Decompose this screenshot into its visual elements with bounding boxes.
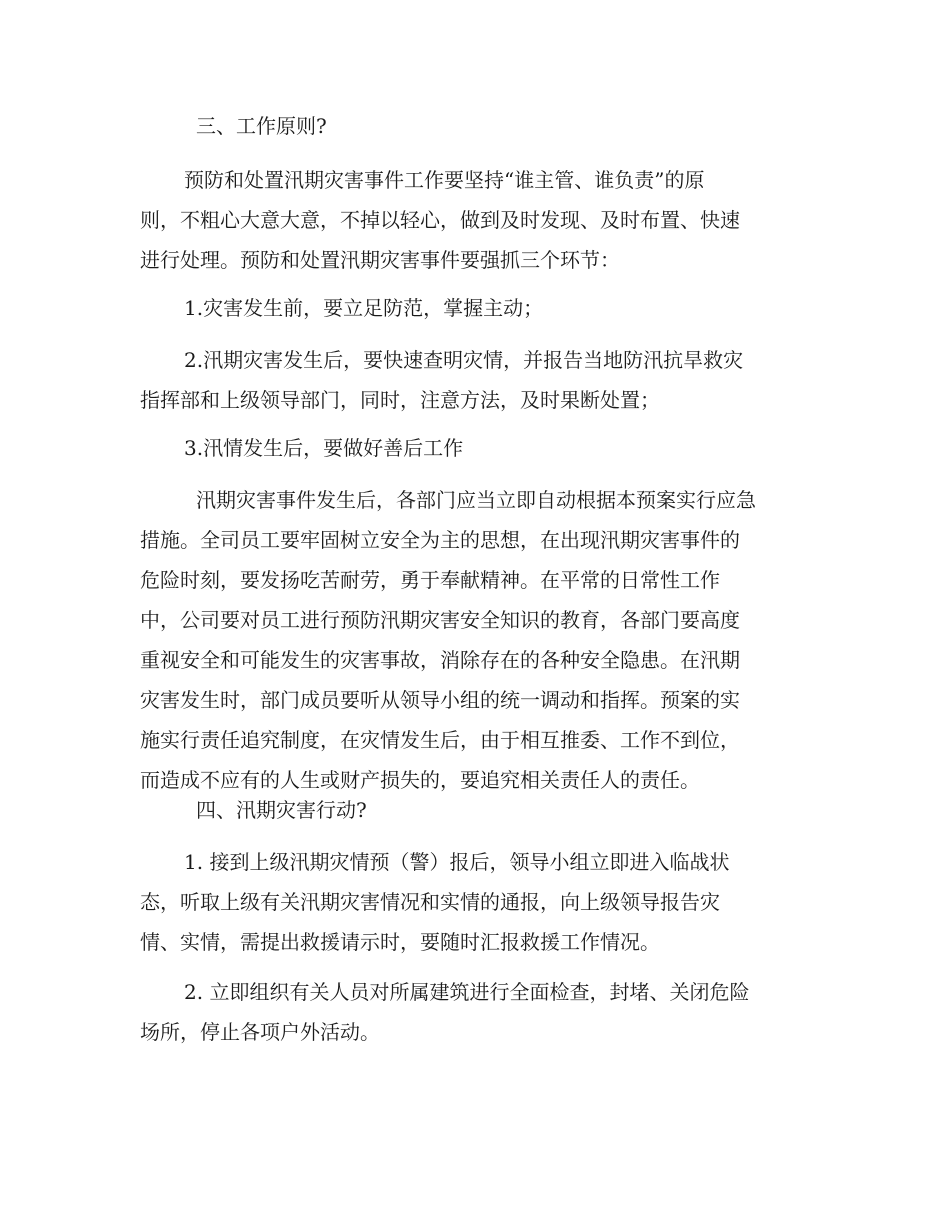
list-item-2 — [140, 340, 820, 420]
section-3-heading — [140, 106, 820, 146]
paragraph-line: 进行处理。预防和处置汛期灾害事件要强抓三个环节： — [140, 248, 620, 272]
paragraph-line: 中，公司要对员工进行预防汛期灾害安全知识的教育，各部门要高度 — [140, 608, 740, 632]
paragraph-line: 情、实情，需提出救援请示时，要随时汇报救援工作情况。 — [140, 930, 660, 954]
paragraph-line: 施实行责任追究制度，在灾情发生后，由于相互推委、工作不到位， — [140, 728, 740, 752]
list-item-3 — [140, 428, 820, 468]
paragraph-line: 措施。全司员工要牢固树立安全为主的思想，在出现汛期灾害事件的 — [140, 528, 740, 552]
paragraph-line: 2. 立即组织有关人员对所属建筑进行全面检查，封堵、关闭危险 — [184, 980, 750, 1004]
heading-text: 三、工作原则? — [196, 114, 327, 138]
paragraph-line: 而造成不应有的人生或财产损失的，要追究相关责任人的责任。 — [140, 768, 700, 792]
paragraph-line: 指挥部和上级领导部门，同时，注意方法，及时果断处置； — [140, 388, 660, 412]
section-4-heading — [140, 790, 820, 830]
paragraph-line: 则，不粗心大意大意，不掉以轻心，做到及时发现、及时布置、快速 — [140, 208, 740, 232]
paragraph-line: 1.灾害发生前，要立足防范，掌握主动； — [184, 296, 544, 320]
paragraph-line: 汛期灾害事件发生后，各部门应当立即自动根据本预案实行应急 — [196, 488, 756, 512]
paragraph-principle — [140, 160, 820, 280]
action-item-2 — [140, 972, 820, 1052]
paragraph-line: 场所，停止各项户外活动。 — [140, 1020, 380, 1044]
paragraph-response — [140, 480, 820, 800]
paragraph-line: 预防和处置汛期灾害事件工作要坚持“谁主管、谁负责”的原 — [184, 168, 705, 192]
list-item-1 — [140, 288, 820, 328]
paragraph-line: 危险时刻，要发扬吃苦耐劳，勇于奉献精神。在平常的日常性工作 — [140, 568, 720, 592]
paragraph-line: 灾害发生时，部门成员要听从领导小组的统一调动和指挥。预案的实 — [140, 688, 740, 712]
paragraph-line: 2.汛期灾害发生后，要快速查明灾情，并报告当地防汛抗旱救灾 — [184, 348, 744, 372]
paragraph-line: 重视安全和可能发生的灾害事故，消除存在的各种安全隐患。在汛期 — [140, 648, 740, 672]
action-item-1 — [140, 842, 820, 962]
heading-text: 四、汛期灾害行动? — [196, 798, 367, 822]
paragraph-line: 3.汛情发生后，要做好善后工作 — [184, 436, 464, 460]
paragraph-line: 态，听取上级有关汛期灾害情况和实情的通报，向上级领导报告灾 — [140, 890, 720, 914]
paragraph-line: 1. 接到上级汛期灾情预（警）报后，领导小组立即进入临战状 — [184, 850, 730, 874]
